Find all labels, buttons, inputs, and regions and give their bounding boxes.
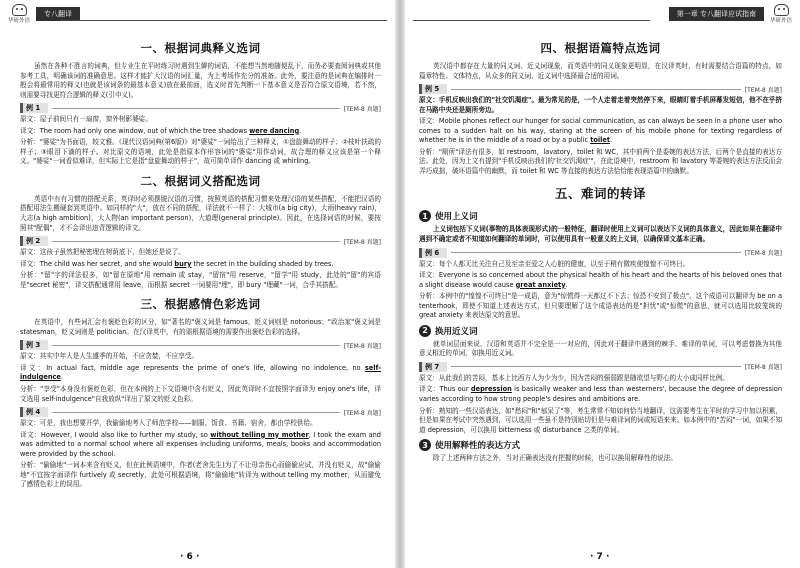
- translation-text: 译文：However, I would also like to further my study, so: [20, 430, 211, 439]
- translation-text: 译文：Mobile phones reflect our hunger for social communication, as can always be seen in a phone user who comes to a sudden halt on his way, staring at the screen of his mobile phone for texting regardless of whether he is in the middle of a road or by a public: [419, 117, 782, 145]
- section-intro: 在英语中，有些词汇会有褒贬色彩的区分，如"著名的"褒义词是 famous，贬义词则是 notorious；"政治家"褒义词是 statesman，贬义词则是 politician。在汉译英中，有的需根据语境的需要作出褒贬色彩的选择。: [20, 318, 381, 336]
- example-source: [TEM-8 真题]: [744, 364, 782, 372]
- page-number: · 7 ·: [590, 552, 610, 562]
- example-source: [TEM-8 真题]: [343, 409, 381, 417]
- translation-highlight: bury: [174, 259, 192, 268]
- subsection-heading: [419, 210, 782, 222]
- translation-text: , I took the exam and was admitted to a normal school where all expenses including uniforms, meals, books and accommodation were provided by the school.: [20, 430, 381, 458]
- subsection-title: 使用上义词: [435, 212, 478, 223]
- translation-text: .: [610, 136, 613, 145]
- subsection-text: 就单词层面来说，汉语和英语并不完全是一一对应的，因此对于翻译中遇到的棘手、难译的单词，可以考虑替换为其他意义相近的单词，如换用近义词。: [419, 339, 782, 358]
- example-original: 原文：从此我们的苦闷，基本上比西方人为少为少，因为苦闷的强弱跟是随欲望与野心的大小成同样比例。: [419, 373, 729, 382]
- translation-highlight: depression: [470, 385, 512, 394]
- publisher-logo: [768, 3, 794, 25]
- number-badge: 2: [419, 325, 431, 337]
- header-rule: [60, 20, 387, 21]
- translation-text: is basically weaker and less than westerners', because the degree of depression varies according to how strong people's desires and ambitions are.: [419, 385, 783, 404]
- example-analysis: 分析："厕所"译法有很多，如 restroom，lavatory，toilet 和 WC，其中前两个是委婉的表达方法，后两个是直接的表达方法。此处，因为上文有提到"手机反映出我们的'社交饥渴症'"，在此语境中，restroom 和 lavatory 等委婉的表达方法反而会弄巧成拙，破坏语篇中的幽默，而 toilet 和 WC 等直接的表达方法恰恰能表现语篇中的幽默。: [419, 147, 782, 175]
- example-label: 例 5: [419, 84, 447, 94]
- translation-highlight: were dancing: [249, 126, 300, 135]
- example-original: 原文：手机反映出我们的"社交饥渴症"。最为常见的是，一个人走着走着突然停下来，眼睛盯着手机屏幕发短信，他不在乎挤在马路中央还是厕所旁边。: [419, 96, 782, 114]
- section-title: 五、难词的转译: [554, 186, 646, 202]
- example-label: 例 1: [20, 103, 48, 113]
- logo-text: 华研外语: [769, 18, 792, 24]
- translation-text: 译文：The child was her secret, and she would: [20, 259, 175, 268]
- subsection-heading: [419, 439, 782, 451]
- example-original: 原文：每个人都无比关注自己及至亲至爱之人心脏的健康，以至于稍有微疾便惶惶不可终日。: [419, 259, 690, 268]
- number-badge: 1: [419, 210, 431, 222]
- example-rule: [52, 241, 339, 242]
- left-content: [20, 34, 381, 534]
- logo-text: 华研外语: [7, 18, 30, 24]
- example-rule: [52, 345, 339, 346]
- translation-text: .: [299, 126, 302, 135]
- example-analysis: 分析："享受"本身没有褒贬色彩，但在本例的上下文语境中含有贬义，因此英译时不宜按照字面译为 enjoy one's life，译文选用 self-indulgence"自我放纵"译出了原文的贬义色彩。: [20, 385, 381, 403]
- subsection-text: 除了上述两种方法之外，当对正确表达没有把握的时候，也可以换用解释性的说法。: [433, 454, 677, 463]
- header-rule: [413, 20, 650, 21]
- subsection-title: 换用近义词: [435, 326, 478, 337]
- section-intro: 英汉语中都存在大量的同义词、近义词现象，而英语中的同义现象更明显，在汉译英时，有时需要结合语篇的特点，如篇章特性、文体特点，从众多的同义词、近义词中选择最合适的用词。: [419, 62, 782, 80]
- example-label: 例 4: [20, 407, 48, 417]
- example-header: [419, 362, 782, 372]
- example-header: [419, 248, 782, 258]
- translation-highlight: without telling my mother: [210, 430, 309, 439]
- translation-text: 译文：Everyone is so concerned about the physical health of his heart and the hearts of his beloved ones that a slight disease would cause: [419, 271, 782, 289]
- example-source: [TEM-8 真题]: [343, 342, 381, 350]
- subsection-heading: [419, 325, 782, 337]
- example-translation: [20, 431, 381, 460]
- translation-text: 译文：The room had only one window, out of which the tree shadows: [20, 126, 250, 135]
- example-header: [419, 84, 782, 94]
- example-source: [TEM-8 真题]: [744, 86, 782, 94]
- example-label: 例 3: [20, 340, 48, 350]
- example-original: 原文：屋子前间只有一扇窗，窗外树影婆娑。: [20, 115, 152, 124]
- example-source: [TEM-8 真题]: [343, 238, 381, 246]
- example-analysis: 分析："婆娑"为书面语，较文雅。《现代汉语词典(第6版)》对"婆娑"一词给出了三种释义，①盘旋舞动的样子；②枝叶扶疏的样子；③眼泪下滴的样子。对比原文的语境，此处是指原本作形容词的"婆娑"用作动词，故合理的释义应该是第一个释义。"婆娑"一词看似难译，但实际上它是指"盘旋舞动的样子"，故可简单译作 dancing 或 whirling。: [20, 138, 381, 166]
- translation-text: the secret in the building shaded by trees.: [191, 259, 334, 268]
- example-translation: [419, 117, 782, 146]
- example-analysis: 分析："偷偷地"一词本来含有贬义，但在此例语境中，作者(老舍先生)为了不让母亲伤心而偷偷应试，并没有贬义，故"偷偷地"不宜按字面译作 furtively 或 secretly，此处可根据语境，将"偷偷地"转译为 without telling my mother，从而避免了感情色彩上的误用。: [20, 461, 381, 489]
- example-translation: [419, 271, 782, 290]
- example-rule: [451, 89, 740, 90]
- example-source: [TEM-8 真题]: [744, 250, 782, 258]
- section-title: 四、根据语篇特点选词: [540, 41, 661, 55]
- publisher-logo: [6, 3, 32, 25]
- section-intro: 英语中有有习惯的搭配关系，英译时必须摆脱汉语的习惯，按照英语的搭配习惯来处理汉语的某些搭配，不能把汉语的搭配用法生搬硬套到英语中。如同样的"大"，放在不同的搭配，译法就不一样了：大城市(a big city)，大雨(heavy rain)，大志(a high ambition)，大人物(an important person)，大道理(general principle)。因此，在选择词语的时候，要按照其"配偶"，才不会译出违背逻辑的译文。: [20, 194, 381, 232]
- example-label: 例 2: [20, 236, 48, 246]
- example-original: 原文：这孩子虽然把秘密埋在树荫底下，但她还是说了。: [20, 248, 185, 257]
- example-translation: [20, 127, 381, 137]
- example-translation: [419, 385, 782, 404]
- page-number: · 6 ·: [180, 552, 200, 562]
- book-gutter: [395, 0, 405, 568]
- example-translation: [20, 364, 381, 383]
- example-original: 原文：可是，我也想要开学，我偷偷地考入了师范学校——制服、饭食、书籍、宿舍，都由学校供给。: [20, 419, 317, 428]
- right-header: [665, 6, 794, 22]
- section-title: 一、根据词典释义选词: [140, 41, 261, 55]
- example-header: [20, 103, 381, 113]
- translation-highlight: great anxiety: [515, 280, 566, 289]
- left-page: [0, 0, 395, 568]
- logo-face-icon: [774, 4, 789, 16]
- example-label: 例 7: [419, 362, 447, 372]
- example-header: [20, 407, 381, 417]
- example-header: [20, 236, 381, 246]
- example-rule: [451, 366, 740, 367]
- example-source: [TEM-8 真题]: [343, 105, 381, 113]
- translation-highlight: toilet: [590, 136, 611, 145]
- example-rule: [52, 108, 339, 109]
- example-rule: [52, 412, 339, 413]
- example-translation: [20, 260, 381, 270]
- number-badge: 3: [419, 439, 431, 451]
- example-analysis: 分析：本例中的"惶惶不可终日"是一成语，意为"惊慌得一天都过不下去；惊恐不安到了极点"。这个成语可以翻译为 be on a tenterhook，即使不知道上述表达方式，但只要理解了这个成语表达的是"担忧"或"惊慌"的意思，就可以选用比较笼统的 great anxiety 来表达原文的意思。: [419, 292, 782, 320]
- translation-highlight: self-indulgence: [20, 363, 381, 382]
- section-title: 二、根据词义搭配选词: [140, 173, 261, 188]
- example-original: 原文：其实中年人是人生盛季的开始，不应贪婪，不应享受。: [20, 352, 199, 361]
- section-title: 三、根据感情色彩选词: [140, 297, 261, 312]
- translation-text: 译文：In actual fact, middle age represents the prime of one's life, allowing no indolence, no: [20, 363, 365, 372]
- example-label: 例 6: [419, 248, 447, 258]
- header-tag: 第一章 专八翻译应试指南: [669, 7, 764, 21]
- section-intro: 虽然在各种不胜言的词典，但专业生在平时练习时遇到生僻的词语，不能想当然地随便乱下，而务必要查阅词典或其他参考工具，明确该词的准确意思。这样才能扩大汉语的词汇量，为上考场作充分的准备。此外，要注意的是词典在编排时一般会将最常用的释义(也就是该词条的最基本意义)放在最前面，选义时首先判断一下基本意义是否符合原文语境，若不然，则需要寻找更符合逻辑的释义(引申义)。: [20, 62, 381, 99]
- translation-text: .: [60, 373, 64, 382]
- logo-face-icon: [12, 4, 27, 16]
- example-analysis: 分析：熟知的一些汉语表达，如"愁闷"和"郁呆了"等，考生常常不知如何恰当地翻译，这需要考生在平时的学习中加以积累，但是如果在考试中突然遇到，可以选用一些虽不是特别贴切但是与难译词的词或短语来来。如本例中的"苦闷"一词，如果不知道 depression，可以换用 bitterness 或 disturbance 之类的单词。: [419, 406, 782, 434]
- right-page: [405, 0, 800, 568]
- right-content: [419, 34, 782, 534]
- example-analysis: 分析："留"字的译法很多，如"留在原地"用 remain 或 stay，"留宿"用 reserve，"留学"用 study，此处的"留"的宾语是"secret 秘密"，译文搭配通常用 leave，而根据 secret 一词要用"埋"，即 bury "埋藏"一词，合乎其搭配。: [20, 271, 381, 289]
- header-tag: 专八翻译: [36, 7, 80, 21]
- example-header: [20, 340, 381, 350]
- subsection-text: 上义词包括下义词(事物的具体表现形式)的一般特征，翻译时使用上义词可以表达下义词的具体意义，因此如果在翻译中遇到不确定或者不知道如何翻译的单词时，可以使用具有一般意义的上义词，以确保译文基本正确。: [419, 225, 782, 244]
- example-rule: [451, 252, 740, 253]
- subsection-title: 使用解释性的表达方式: [435, 441, 521, 452]
- translation-text: .: [565, 280, 568, 289]
- translation-text: 译文：Thus our: [419, 385, 471, 394]
